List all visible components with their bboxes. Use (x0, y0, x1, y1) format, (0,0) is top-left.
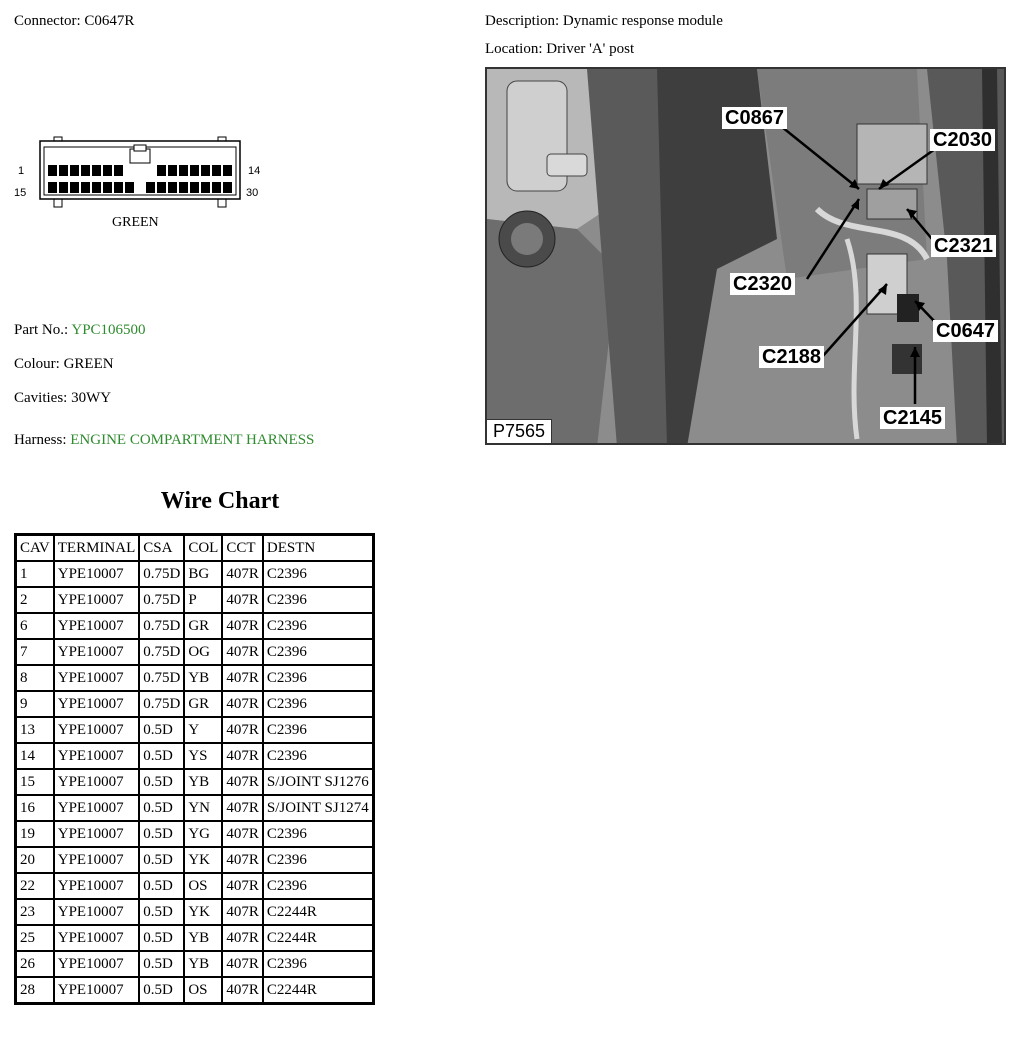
cav-cell: 8 (16, 665, 54, 691)
part-number-link[interactable]: YPC106500 (71, 322, 146, 338)
part-number (14, 321, 146, 339)
terminal-cell: YPE10007 (54, 691, 140, 717)
destn-cell: C2396 (263, 951, 373, 977)
column-header: COL (184, 535, 222, 562)
cav-cell: 1 (16, 561, 54, 587)
destn-cell: C2396 (263, 587, 373, 613)
callout-label: C2145 (880, 407, 945, 429)
pin-label-30: 30 (246, 187, 259, 199)
destn-cell: C2244R (263, 977, 373, 1004)
col-cell: YK (184, 899, 222, 925)
cav-cell: 25 (16, 925, 54, 951)
destn-cell: C2396 (263, 613, 373, 639)
callout-label: C0867 (722, 107, 787, 129)
terminal-cell: YPE10007 (54, 925, 140, 951)
destn-cell: C2396 (263, 561, 373, 587)
wire-chart-title: Wire Chart (160, 488, 280, 514)
cct-cell: 407R (222, 587, 263, 613)
connector-face-diagram (14, 135, 274, 235)
table-row (16, 951, 374, 977)
cct-cell: 407R (222, 665, 263, 691)
csa-cell: 0.75D (139, 665, 184, 691)
harness (14, 431, 314, 449)
cct-cell: 407R (222, 795, 263, 821)
col-cell: YB (184, 925, 222, 951)
cavities-text: Cavities: 30WY (14, 390, 112, 406)
csa-cell: 0.5D (139, 847, 184, 873)
column-header: DESTN (263, 535, 373, 562)
terminal-cell: YPE10007 (54, 639, 140, 665)
col-cell: YK (184, 847, 222, 873)
cct-cell: 407R (222, 639, 263, 665)
csa-cell: 0.75D (139, 639, 184, 665)
terminal-cell: YPE10007 (54, 665, 140, 691)
col-cell: GR (184, 691, 222, 717)
table-row (16, 691, 374, 717)
wire-chart-table (14, 533, 375, 1005)
cav-cell: 19 (16, 821, 54, 847)
cct-cell: 407R (222, 977, 263, 1004)
col-cell: YB (184, 665, 222, 691)
destn-cell: C2396 (263, 665, 373, 691)
csa-cell: 0.5D (139, 717, 184, 743)
column-header: CAV (16, 535, 54, 562)
cav-cell: 13 (16, 717, 54, 743)
destn-cell: C2396 (263, 847, 373, 873)
cct-cell: 407R (222, 561, 263, 587)
part-number-label: Part No.: (14, 322, 69, 338)
destn-cell: C2244R (263, 899, 373, 925)
terminal-cell: YPE10007 (54, 587, 140, 613)
description-text: Description: Dynamic response module (485, 13, 723, 29)
cct-cell: 407R (222, 769, 263, 795)
location-photo (485, 67, 1006, 445)
csa-cell: 0.5D (139, 951, 184, 977)
cav-cell: 9 (16, 691, 54, 717)
terminal-cell: YPE10007 (54, 769, 140, 795)
column-header: CSA (139, 535, 184, 562)
column-header: TERMINAL (54, 535, 140, 562)
csa-cell: 0.5D (139, 795, 184, 821)
terminal-cell: YPE10007 (54, 951, 140, 977)
terminal-cell: YPE10007 (54, 873, 140, 899)
diagram-colour-label: GREEN (112, 215, 159, 230)
table-row (16, 587, 374, 613)
csa-cell: 0.75D (139, 561, 184, 587)
col-cell: YB (184, 951, 222, 977)
table-row (16, 821, 374, 847)
wire-chart-body (16, 561, 374, 1004)
table-row (16, 873, 374, 899)
csa-cell: 0.5D (139, 743, 184, 769)
table-row (16, 639, 374, 665)
col-cell: GR (184, 613, 222, 639)
csa-cell: 0.5D (139, 925, 184, 951)
col-cell: OS (184, 873, 222, 899)
cct-cell: 407R (222, 951, 263, 977)
col-cell: P (184, 587, 222, 613)
cct-cell: 407R (222, 743, 263, 769)
destn-cell: S/JOINT SJ1276 (263, 769, 373, 795)
callout-label: C2188 (759, 346, 824, 368)
connector-title: Connector: C0647R (14, 13, 135, 29)
col-cell: Y (184, 717, 222, 743)
destn-cell: C2396 (263, 821, 373, 847)
csa-cell: 0.5D (139, 899, 184, 925)
callout-label: C2320 (730, 273, 795, 295)
csa-cell: 0.5D (139, 977, 184, 1004)
table-row (16, 847, 374, 873)
cav-cell: 6 (16, 613, 54, 639)
terminal-cell: YPE10007 (54, 977, 140, 1004)
callout-label: C2321 (931, 235, 996, 257)
cav-cell: 2 (16, 587, 54, 613)
terminal-cell: YPE10007 (54, 561, 140, 587)
callout-label: C0647 (933, 320, 998, 342)
col-cell: BG (184, 561, 222, 587)
table-row (16, 925, 374, 951)
table-row (16, 613, 374, 639)
col-cell: OS (184, 977, 222, 1004)
table-row (16, 769, 374, 795)
cav-cell: 15 (16, 769, 54, 795)
cct-cell: 407R (222, 613, 263, 639)
terminal-cell: YPE10007 (54, 821, 140, 847)
table-row (16, 795, 374, 821)
terminal-cell: YPE10007 (54, 847, 140, 873)
terminal-cell: YPE10007 (54, 743, 140, 769)
table-row (16, 743, 374, 769)
cct-cell: 407R (222, 847, 263, 873)
harness-label: Harness: (14, 432, 67, 448)
table-row (16, 977, 374, 1004)
cav-cell: 28 (16, 977, 54, 1004)
pin-label-15: 15 (14, 187, 27, 199)
table-row (16, 561, 374, 587)
cct-cell: 407R (222, 899, 263, 925)
callout-label: C2030 (930, 129, 995, 151)
table-row (16, 665, 374, 691)
table-header-row (16, 535, 374, 562)
pin-label-14: 14 (248, 165, 261, 177)
col-cell: YN (184, 795, 222, 821)
csa-cell: 0.5D (139, 769, 184, 795)
terminal-cell: YPE10007 (54, 795, 140, 821)
pin-label-1: 1 (18, 165, 25, 177)
column-header: CCT (222, 535, 263, 562)
destn-cell: C2396 (263, 717, 373, 743)
csa-cell: 0.75D (139, 691, 184, 717)
table-row (16, 717, 374, 743)
csa-cell: 0.75D (139, 587, 184, 613)
cav-cell: 7 (16, 639, 54, 665)
cct-cell: 407R (222, 873, 263, 899)
cav-cell: 16 (16, 795, 54, 821)
cav-cell: 22 (16, 873, 54, 899)
destn-cell: S/JOINT SJ1274 (263, 795, 373, 821)
destn-cell: C2244R (263, 925, 373, 951)
location-text: Location: Driver 'A' post (485, 41, 635, 57)
cct-cell: 407R (222, 925, 263, 951)
csa-cell: 0.5D (139, 873, 184, 899)
cav-cell: 26 (16, 951, 54, 977)
csa-cell: 0.5D (139, 821, 184, 847)
col-cell: YG (184, 821, 222, 847)
col-cell: OG (184, 639, 222, 665)
photo-reference: P7565 (487, 419, 552, 443)
destn-cell: C2396 (263, 639, 373, 665)
terminal-cell: YPE10007 (54, 899, 140, 925)
col-cell: YB (184, 769, 222, 795)
harness-link[interactable]: ENGINE COMPARTMENT HARNESS (70, 432, 315, 448)
cct-cell: 407R (222, 691, 263, 717)
destn-cell: C2396 (263, 743, 373, 769)
cct-cell: 407R (222, 821, 263, 847)
colour-text: Colour: GREEN (14, 356, 114, 372)
terminal-cell: YPE10007 (54, 717, 140, 743)
cct-cell: 407R (222, 717, 263, 743)
cav-cell: 20 (16, 847, 54, 873)
table-row (16, 899, 374, 925)
cav-cell: 23 (16, 899, 54, 925)
cav-cell: 14 (16, 743, 54, 769)
col-cell: YS (184, 743, 222, 769)
destn-cell: C2396 (263, 873, 373, 899)
destn-cell: C2396 (263, 691, 373, 717)
csa-cell: 0.75D (139, 613, 184, 639)
terminal-cell: YPE10007 (54, 613, 140, 639)
